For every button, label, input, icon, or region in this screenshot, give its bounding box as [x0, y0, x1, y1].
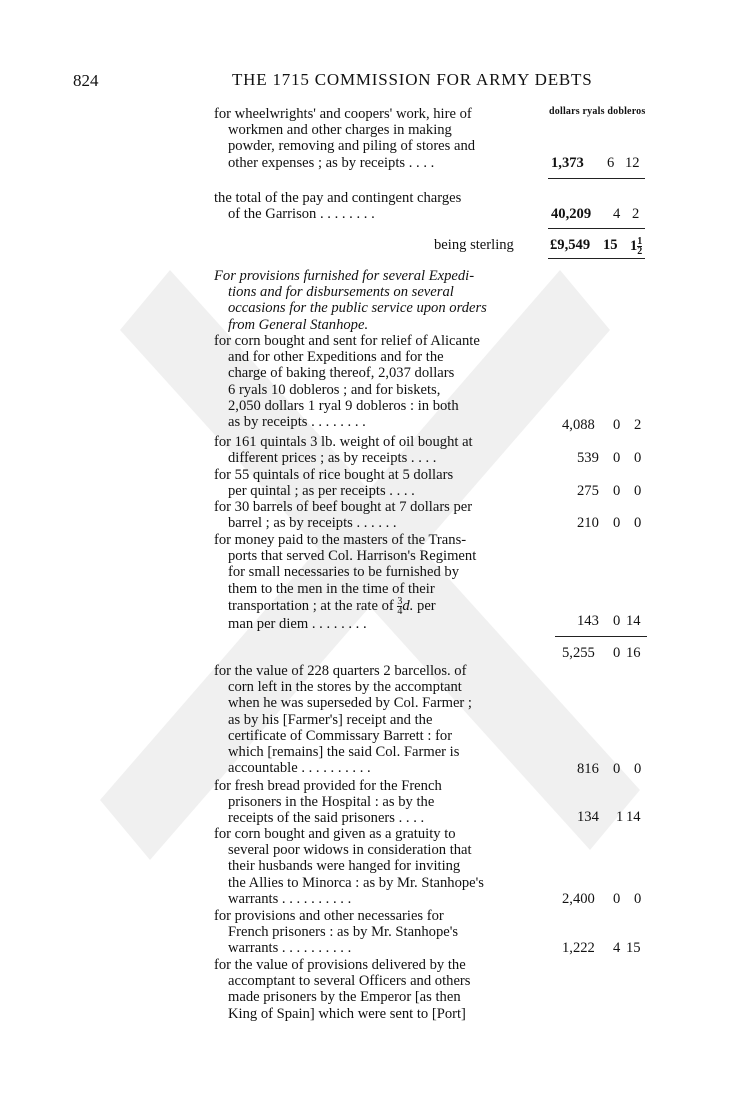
rate-text: transportation ; at the rate of: [228, 597, 394, 614]
entry-french-prisoners: [214, 908, 534, 957]
rate-suffix: per: [417, 597, 436, 614]
entry-line: warrants . . . . . . . . . .: [228, 890, 352, 907]
entry-wheelwrights: [214, 106, 534, 171]
fraction-denominator: 4: [397, 605, 403, 617]
amount-dollars: 143: [577, 613, 599, 629]
amount-dobleros: 14: [626, 613, 641, 629]
entry-line: for 55 quintals of rice bought at 5 dollars: [214, 467, 454, 483]
entry-line: as by receipts . . . . . . . .: [228, 414, 366, 431]
entry-rice: [214, 467, 534, 499]
entry-officers-emperor: [214, 957, 534, 1022]
entry-line: as by his [Farmer's] receipt and the: [228, 711, 433, 728]
entry-line: for wheelwrights' and coopers' work, hire of: [214, 106, 472, 122]
entry-line: the total of the pay and contingent charges: [214, 190, 462, 206]
amount-dobleros: 0: [634, 515, 642, 531]
running-title: THE 1715 COMMISSION FOR ARMY DEBTS: [232, 70, 593, 89]
entry-line: and for other Expeditions and for the: [228, 349, 444, 366]
entry-line: their husbands were hanged for inviting: [228, 858, 461, 875]
entry-line: for small necessaries to be furnished by: [228, 564, 459, 581]
entry-line: the Allies to Minorca : as by Mr. Stanhope's: [228, 874, 484, 891]
column-headings: dollars ryals dobleros: [549, 106, 646, 117]
entry-line: when he was superseded by Col. Farmer ;: [228, 695, 472, 712]
entry-fresh-bread: [214, 778, 534, 827]
rule: [548, 228, 645, 229]
amount-pence: [630, 237, 642, 256]
entry-line: for 161 quintals 3 lb. weight of oil bought at: [214, 434, 473, 450]
page-number: 824: [73, 71, 99, 90]
rule: [548, 178, 645, 179]
amount-dollars: 816: [577, 761, 599, 777]
entry-line: for 30 barrels of beef bought at 7 dollars per: [214, 499, 473, 515]
sterling-label: being sterling: [434, 237, 514, 253]
entry-line: for the value of provisions delivered by the: [214, 957, 466, 973]
entry-line: made prisoners by the Emperor [as then: [228, 989, 461, 1006]
entry-line: certificate of Commissary Barrett : for: [228, 727, 453, 744]
amount-dobleros: 0: [634, 483, 642, 499]
entry-line: 6 ryals 10 dobleros ; and for biskets,: [228, 381, 441, 398]
entry-line: receipts of the said prisoners . . . .: [228, 810, 425, 827]
amount-ryals: 0: [613, 613, 621, 629]
pence-fraction: [637, 237, 642, 256]
amount-ryals: 4: [613, 940, 621, 956]
entry-line: King of Spain] which were sent to [Port]: [228, 1005, 466, 1022]
amount-ryals: 0: [613, 450, 621, 466]
amount-ryals: 0: [613, 483, 621, 499]
amount-dobleros: 12: [625, 155, 640, 171]
entry-line: For provisions furnished for several Expedi-: [214, 268, 475, 284]
entry-line: barrel ; as by receipts . . . . . .: [228, 515, 397, 532]
subtotal-dobleros: 16: [626, 645, 641, 661]
entry-line: occasions for the public service upon orders: [228, 300, 487, 317]
entry-line: for money paid to the masters of the Trans-: [214, 532, 467, 548]
amount-dollars: 2,400: [562, 891, 595, 907]
entry-line: other expenses ; as by receipts . . . .: [228, 154, 435, 171]
entry-line: different prices ; as by receipts . . . .: [228, 450, 437, 467]
entry-corn-farmer: [214, 663, 534, 776]
entry-line: for corn bought and given as a gratuity to: [214, 826, 456, 842]
amount-shillings: 15: [603, 237, 618, 253]
entry-line: charge of baking thereof, 2,037 dollars: [228, 365, 455, 382]
entry-line: which [remains] the said Col. Farmer is: [228, 744, 460, 761]
entry-line: for fresh bread provided for the French: [214, 778, 442, 794]
entry-beef: [214, 499, 534, 531]
amount-dobleros: 0: [634, 761, 642, 777]
entry-line: workmen and other charges in making: [228, 122, 452, 139]
amount-ryals: 0: [613, 417, 621, 433]
fraction-numerator: 3: [397, 595, 403, 607]
amount-dollars: 134: [577, 809, 599, 825]
amount-ryals: 0: [613, 761, 621, 777]
entry-corn-alicante: [214, 333, 534, 430]
entry-line: for provisions and other necessaries for: [214, 908, 444, 924]
amount-dollars: 4,088: [562, 417, 595, 433]
rule: [548, 258, 645, 259]
subtotal-dollars: 5,255: [562, 645, 595, 661]
amount-dobleros: 2: [632, 206, 640, 222]
amount-dollars: 275: [577, 483, 599, 499]
rate-unit: d.: [402, 597, 414, 614]
amount-ryals: 1: [616, 809, 624, 825]
entry-line: several poor widows in consideration that: [228, 842, 472, 859]
subtotal-ryals: 0: [613, 645, 621, 661]
rule: [555, 636, 647, 637]
amount-dollars: 40,209: [551, 206, 592, 222]
amount-dobleros: 0: [634, 450, 642, 466]
entry-line: accountable . . . . . . . . . .: [228, 760, 371, 777]
entry-oil: [214, 434, 534, 466]
section-heading-provisions: [214, 268, 534, 333]
amount-ryals: 0: [613, 515, 621, 531]
amount-dollars: 210: [577, 515, 599, 531]
entry-total-garrison: [214, 190, 534, 222]
entry-line: for corn bought and sent for relief of Alicante: [214, 333, 480, 349]
entry-line: 2,050 dollars 1 ryal 9 dobleros : in both: [228, 397, 459, 414]
amount-dollars: 1,222: [562, 940, 595, 956]
entry-line: prisoners in the Hospital : as by the: [228, 794, 435, 811]
entry-line: accomptant to several Officers and others: [228, 973, 471, 990]
fraction-denominator: 2: [637, 246, 643, 257]
entry-line: man per diem . . . . . . . .: [228, 615, 367, 632]
entry-line: tions and for disbursements on several: [228, 284, 454, 301]
entry-line: corn left in the stores by the accomptant: [228, 679, 462, 696]
entry-line: them to the men in the time of their: [228, 580, 435, 597]
amount-dobleros: 0: [634, 891, 642, 907]
amount-dollars: 1,373: [551, 155, 584, 171]
entry-line: of the Garrison . . . . . . . .: [228, 206, 375, 223]
entry-transports: [214, 532, 534, 632]
amount-dobleros: 2: [634, 417, 642, 433]
amount-pounds: £9,549: [550, 237, 591, 253]
amount-ryals: 0: [613, 891, 621, 907]
entry-line: [214, 597, 534, 616]
entry-line: warrants . . . . . . . . . .: [228, 940, 352, 957]
amount-dobleros: 15: [626, 940, 641, 956]
entry-line: powder, removing and piling of stores and: [228, 138, 476, 155]
amount-ryals: 4: [613, 206, 621, 222]
amount-dobleros: 14: [626, 809, 641, 825]
entry-line: ports that served Col. Harrison's Regiment: [228, 548, 477, 565]
fraction-numerator: 1: [637, 236, 643, 247]
amount-ryals: 6: [607, 155, 615, 171]
pence-whole: 1: [630, 237, 638, 254]
entry-line: from General Stanhope.: [228, 316, 369, 333]
entry-corn-widows: [214, 826, 534, 907]
entry-line: French prisoners : as by Mr. Stanhope's: [228, 924, 459, 941]
amount-dollars: 539: [577, 450, 599, 466]
entry-line: per quintal ; as per receipts . . . .: [228, 483, 415, 500]
entry-line: for the value of 228 quarters 2 barcellos. of: [214, 663, 467, 679]
